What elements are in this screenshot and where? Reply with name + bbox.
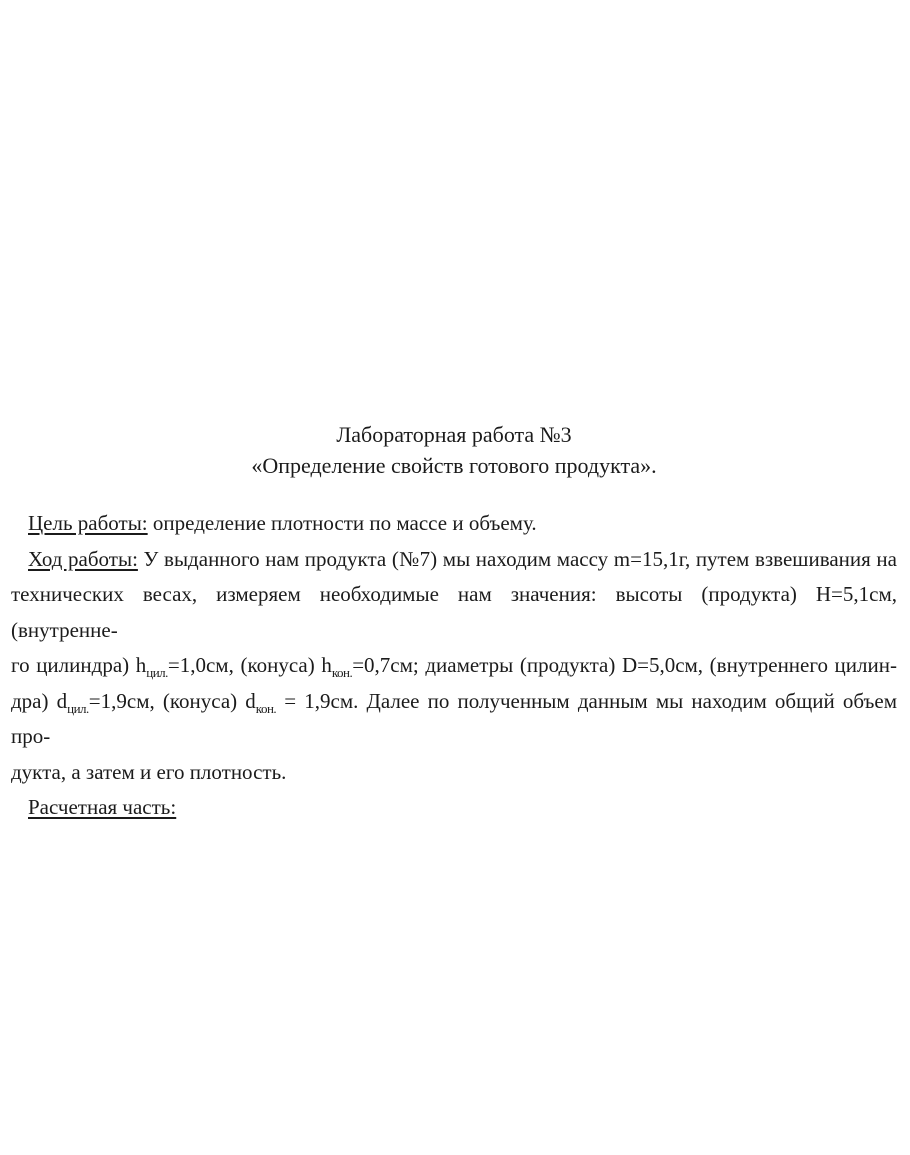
h-cone-subscript: кон. — [331, 665, 353, 681]
procedure-line-2: технических весах, измеряем необходимые нам значения: высоты (продукта) H=5,1см, (внутренне- — [11, 582, 897, 642]
d-cyl-subscript: цил. — [67, 700, 89, 716]
goal-heading: Цель работы: — [28, 511, 148, 535]
calc-paragraph — [11, 790, 897, 826]
goal-text: определение плотности по массе и объему. — [147, 511, 537, 535]
title-line-1: Лабораторная работа №3 — [336, 422, 572, 447]
procedure-line-3-seg3: =0,7см; диаметры (продукта) D=5,0см, (внутреннего цилин- — [352, 653, 897, 677]
procedure-line-3-seg1: го цилиндра) h — [11, 653, 147, 677]
calc-heading: Расчетная часть: — [28, 795, 177, 819]
procedure-line-3-seg2: =1,0см, (конуса) h — [167, 653, 332, 677]
h-cyl-subscript: цил. — [146, 665, 168, 681]
procedure-line-1 — [11, 542, 897, 578]
procedure-line-4-seg2: =1,9см, (конуса) d — [88, 688, 256, 713]
procedure-line-4 — [11, 684, 897, 755]
procedure-heading: Ход работы: — [28, 546, 138, 571]
document-title — [11, 419, 897, 481]
title-line-2: «Определение свойств готового продукта». — [251, 453, 657, 478]
procedure-line-4-seg1: дра) d — [11, 688, 68, 713]
procedure-line-3 — [11, 648, 897, 684]
document-body — [11, 506, 897, 826]
goal-paragraph — [11, 506, 897, 542]
procedure-line-1-text: У выданного нам продукта (№7) мы находим массу m=15,1г, путем взвешивания на — [137, 546, 897, 571]
procedure-line-4-seg3: = 1,9см. Далее по полученным данным мы находим общий объем про- — [11, 688, 898, 748]
d-cone-subscript: кон. — [255, 700, 277, 716]
procedure-line-5: дукта, а затем и его плотность. — [11, 759, 287, 784]
